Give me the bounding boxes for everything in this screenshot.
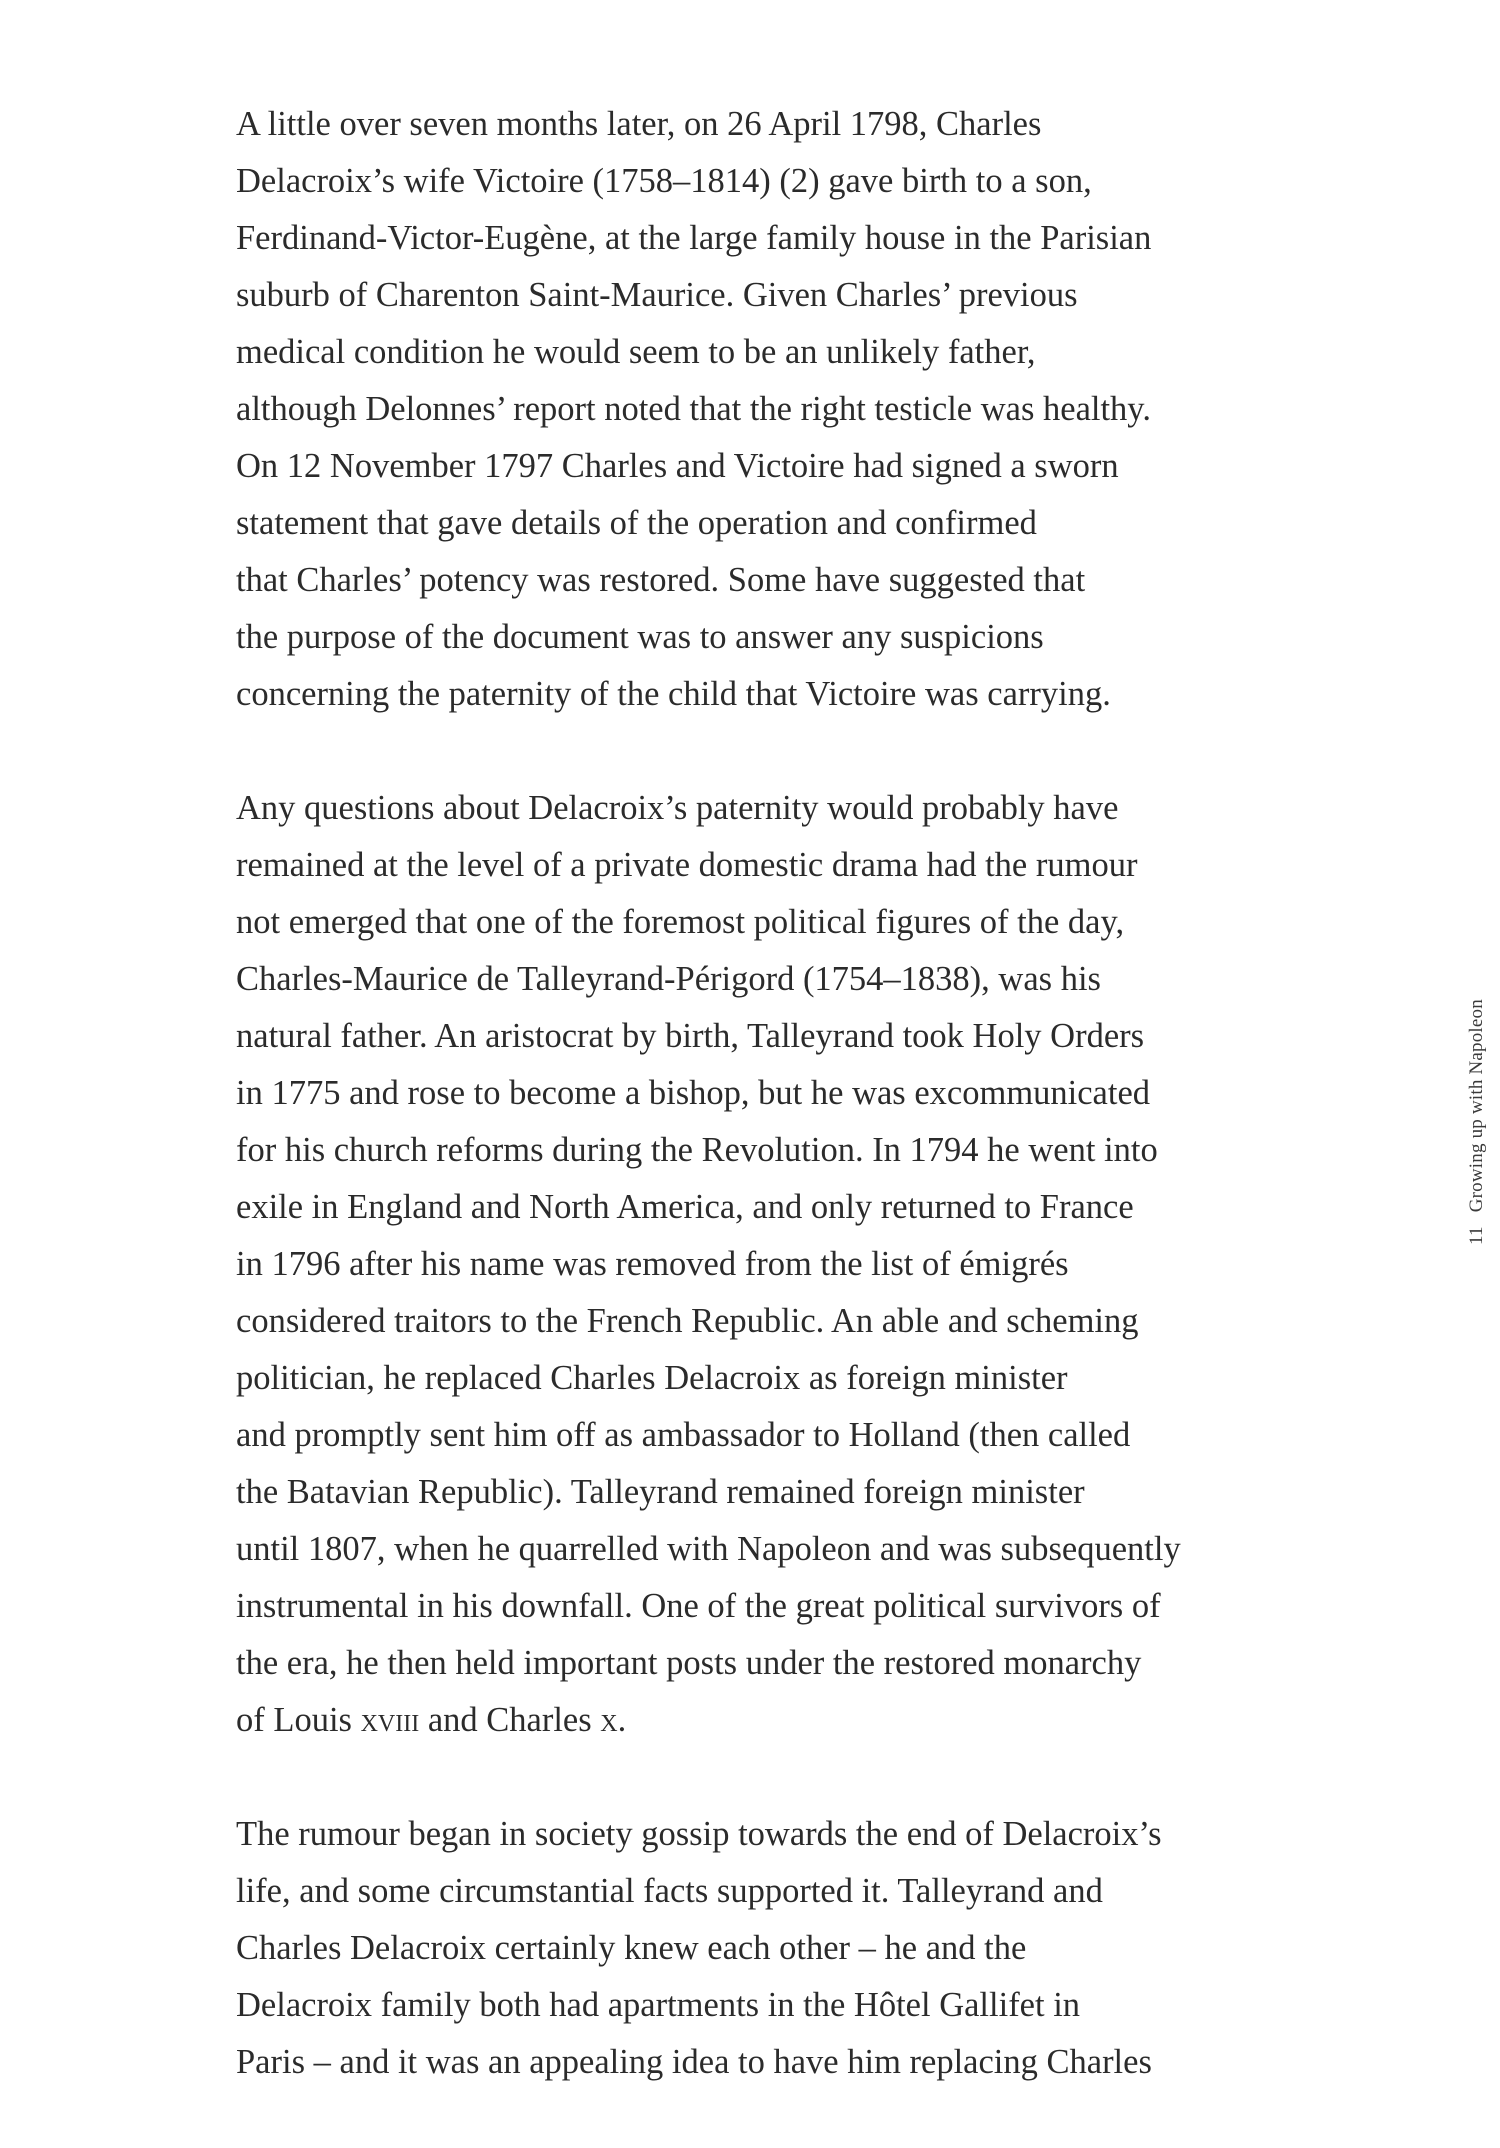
text-line: the Batavian Republic). Talleyrand remained foreign minister [236, 1473, 1085, 1511]
text-line: although Delonnes’ report noted that the right testicle was healthy. [236, 390, 1151, 428]
paragraph-3 [236, 1806, 1236, 2091]
text-line: The rumour began in society gossip towards the end of Delacroix’s [236, 1815, 1162, 1853]
text-line: medical condition he would seem to be an unlikely father, [236, 333, 1036, 371]
text-line: not emerged that one of the foremost political figures of the day, [236, 903, 1125, 941]
regnal-number: x [600, 1701, 618, 1739]
regnal-number: xviii [360, 1701, 420, 1739]
text-line: politician, he replaced Charles Delacroix as foreign minister [236, 1359, 1068, 1397]
text-line: On 12 November 1797 Charles and Victoire had signed a sworn [236, 447, 1119, 485]
text-line: for his church reforms during the Revolution. In 1794 he went into [236, 1131, 1158, 1169]
paragraph-2 [236, 780, 1236, 1749]
text-line [236, 1692, 1236, 1749]
text-line: considered traitors to the French Republic. An able and scheming [236, 1302, 1139, 1340]
text-line: statement that gave details of the operation and confirmed [236, 504, 1037, 542]
text-line: remained at the level of a private domestic drama had the rumour [236, 846, 1138, 884]
section-title: Growing up with Napoleon [1466, 999, 1487, 1213]
text-fragment: of Louis [236, 1701, 361, 1739]
text-line: until 1807, when he quarrelled with Napoleon and was subsequently [236, 1530, 1181, 1568]
text-line: the era, he then held important posts under the restored monarchy [236, 1644, 1142, 1682]
text-line: Charles Delacroix certainly knew each other – he and the [236, 1929, 1027, 1967]
text-line: suburb of Charenton Saint-Maurice. Given Charles’ previous [236, 276, 1078, 314]
text-line: natural father. An aristocrat by birth, Talleyrand took Holy Orders [236, 1017, 1145, 1055]
text-line: in 1796 after his name was removed from the list of émigrés [236, 1245, 1069, 1283]
text-line: in 1775 and rose to become a bishop, but he was excommunicated [236, 1074, 1151, 1112]
text-line: Delacroix family both had apartments in the Hôtel Gallifet in [236, 1986, 1081, 2024]
page-number: 11 [1466, 1226, 1487, 1245]
text-line: Charles-Maurice de Talleyrand-Périgord (1754–1838), was his [236, 960, 1101, 998]
text-line: instrumental in his downfall. One of the great political survivors of [236, 1587, 1161, 1625]
text-line: that Charles’ potency was restored. Some have suggested that [236, 561, 1086, 599]
text-line: Paris – and it was an appealing idea to have him replacing Charles [236, 2043, 1152, 2081]
text-line: the purpose of the document was to answer any suspicions [236, 618, 1044, 656]
text-fragment: and Charles [419, 1701, 601, 1739]
text-line: and promptly sent him off as ambassador to Holland (then called [236, 1416, 1131, 1454]
text-line: concerning the paternity of the child that Victoire was carrying. [236, 675, 1111, 713]
paragraph-1 [236, 96, 1236, 723]
text-fragment: . [617, 1701, 627, 1739]
running-head [1466, 999, 1488, 1245]
text-line: Delacroix’s wife Victoire (1758–1814) (2) gave birth to a son, [236, 162, 1092, 200]
text-line: life, and some circumstantial facts supported it. Talleyrand and [236, 1872, 1103, 1910]
text-line: A little over seven months later, on 26 April 1798, Charles [236, 105, 1042, 143]
text-line: exile in England and North America, and only returned to France [236, 1188, 1134, 1226]
text-line: Ferdinand-Victor-Eugène, at the large family house in the Parisian [236, 219, 1152, 257]
text-line: Any questions about Delacroix’s paternity would probably have [236, 789, 1119, 827]
body-text [236, 96, 1236, 2148]
